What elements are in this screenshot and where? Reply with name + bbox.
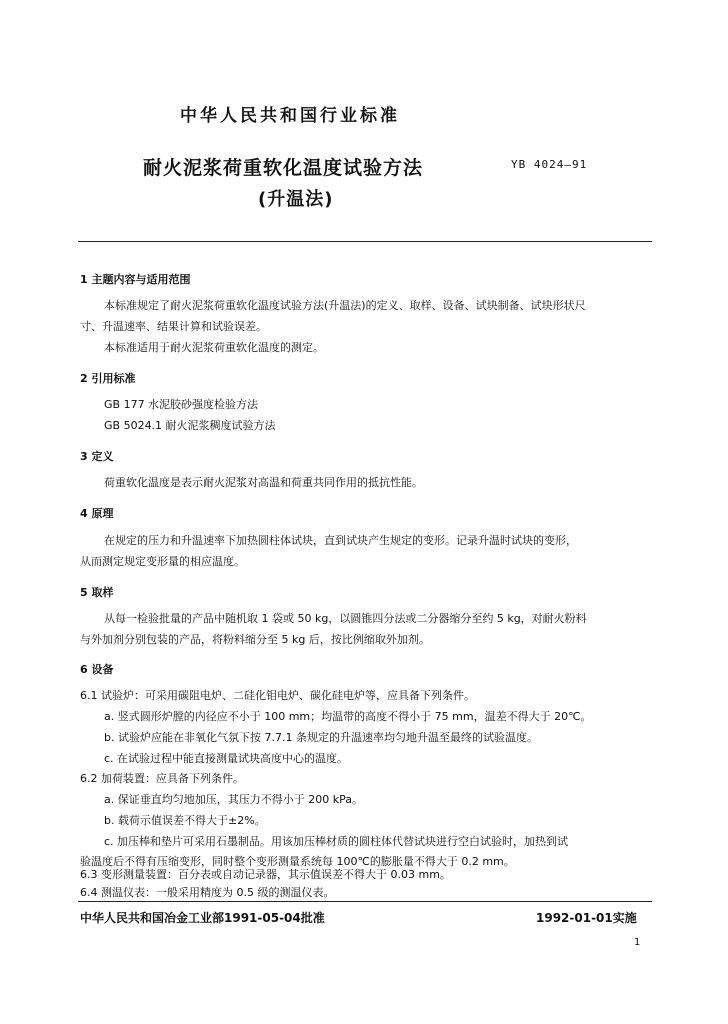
section-4-heading: 4 原理 [80,507,114,520]
section-5-text: 与外加剂分别包装的产品，将粉料缩分至 5 kg 后，按比例缩取外加剂。 [80,633,430,646]
clause-6-2-c: 验温度后不得有压缩变形，同时整个变形测量系统每 100℃的膨胀量不得大于 0.2 mm。 [80,855,515,868]
approval-note: 中华人民共和国冶金工业部1991-05-04批准 [80,911,325,925]
section-4-text: 从而测定规定变形量的相应温度。 [80,555,245,568]
section-3-heading: 3 定义 [80,450,114,463]
section-2-heading: 2 引用标准 [80,372,136,385]
implementation-date: 1992-01-01实施 [536,911,637,925]
clause-6-2-c: c. 加压棒和垫片可采用石墨制品。用该加压棒材质的圆柱体代替试块进行空白试验时，加热到试 [104,835,569,848]
footer-divider [78,901,652,902]
issuer-title: 中华人民共和国行业标准 [180,106,400,126]
clause-6-1-b: b. 试验炉应能在非氧化气氛下按 7.7.1 条规定的升温速率均匀地升温至最终的试验温度。 [104,731,538,744]
page-number: 1 [634,937,641,948]
clause-6-1: 6.1 试验炉：可采用碳阻电炉、二硅化钼电炉、碳化硅电炉等，应具备下列条件。 [80,689,475,702]
clause-6-2-a: a. 保证垂直均匀地加压，其压力不得小于 200 kPa。 [104,793,363,806]
section-5-heading: 5 取样 [80,586,114,599]
clause-6-1-c: c. 在试验过程中能直接测量试块高度中心的温度。 [104,752,349,765]
section-4-text: 在规定的压力和升温速率下加热圆柱体试块，直到试块产生规定的变形。记录升温时试块的变形， [104,534,577,547]
section-5-text: 从每一检验批量的产品中随机取 1 袋或 50 kg，以圆锥四分法或二分器缩分至约 5 kg，对耐火粉料 [104,612,587,625]
reference-item: GB 177 水泥胶砂强度检验方法 [104,398,259,411]
document-title: 耐火泥浆荷重软化温度试验方法 [143,157,424,179]
clause-6-2-b: b. 载荷示值误差不得大于±2%。 [104,814,266,827]
section-1-text: 寸、升温速率、结果计算和试验误差。 [80,320,267,333]
clause-6-3: 6.3 变形测量装置：百分表或自动记录器，其示值误差不得大于 0.03 mm。 [80,868,451,881]
header-divider [78,241,652,242]
clause-6-4: 6.4 测温仪表：一般采用精度为 0.5 级的测温仪表。 [80,886,335,899]
section-1-heading: 1 主题内容与适用范围 [80,273,191,286]
section-6-heading: 6 设备 [80,663,114,676]
clause-6-2: 6.2 加荷装置：应具备下列条件。 [80,772,244,785]
clause-6-1-a: a. 竖式圆形炉膛的内径应不小于 100 mm；均温带的高度不得小于 75 mm，温差不得大于 20℃。 [104,710,592,723]
standard-number: YB 4024—91 [511,158,588,171]
document-subtitle: (升温法) [258,189,334,210]
reference-item: GB 5024.1 耐火泥浆稠度试验方法 [104,419,276,432]
section-3-text: 荷重软化温度是表示耐火泥浆对高温和荷重共同作用的抵抗性能。 [104,476,423,489]
section-1-text: 本标准规定了耐火泥浆荷重软化温度试验方法(升温法)的定义、取样、设备、试块制备、试块形状尺 [104,299,586,312]
section-1-text: 本标准适用于耐火泥浆荷重软化温度的测定。 [104,341,324,354]
